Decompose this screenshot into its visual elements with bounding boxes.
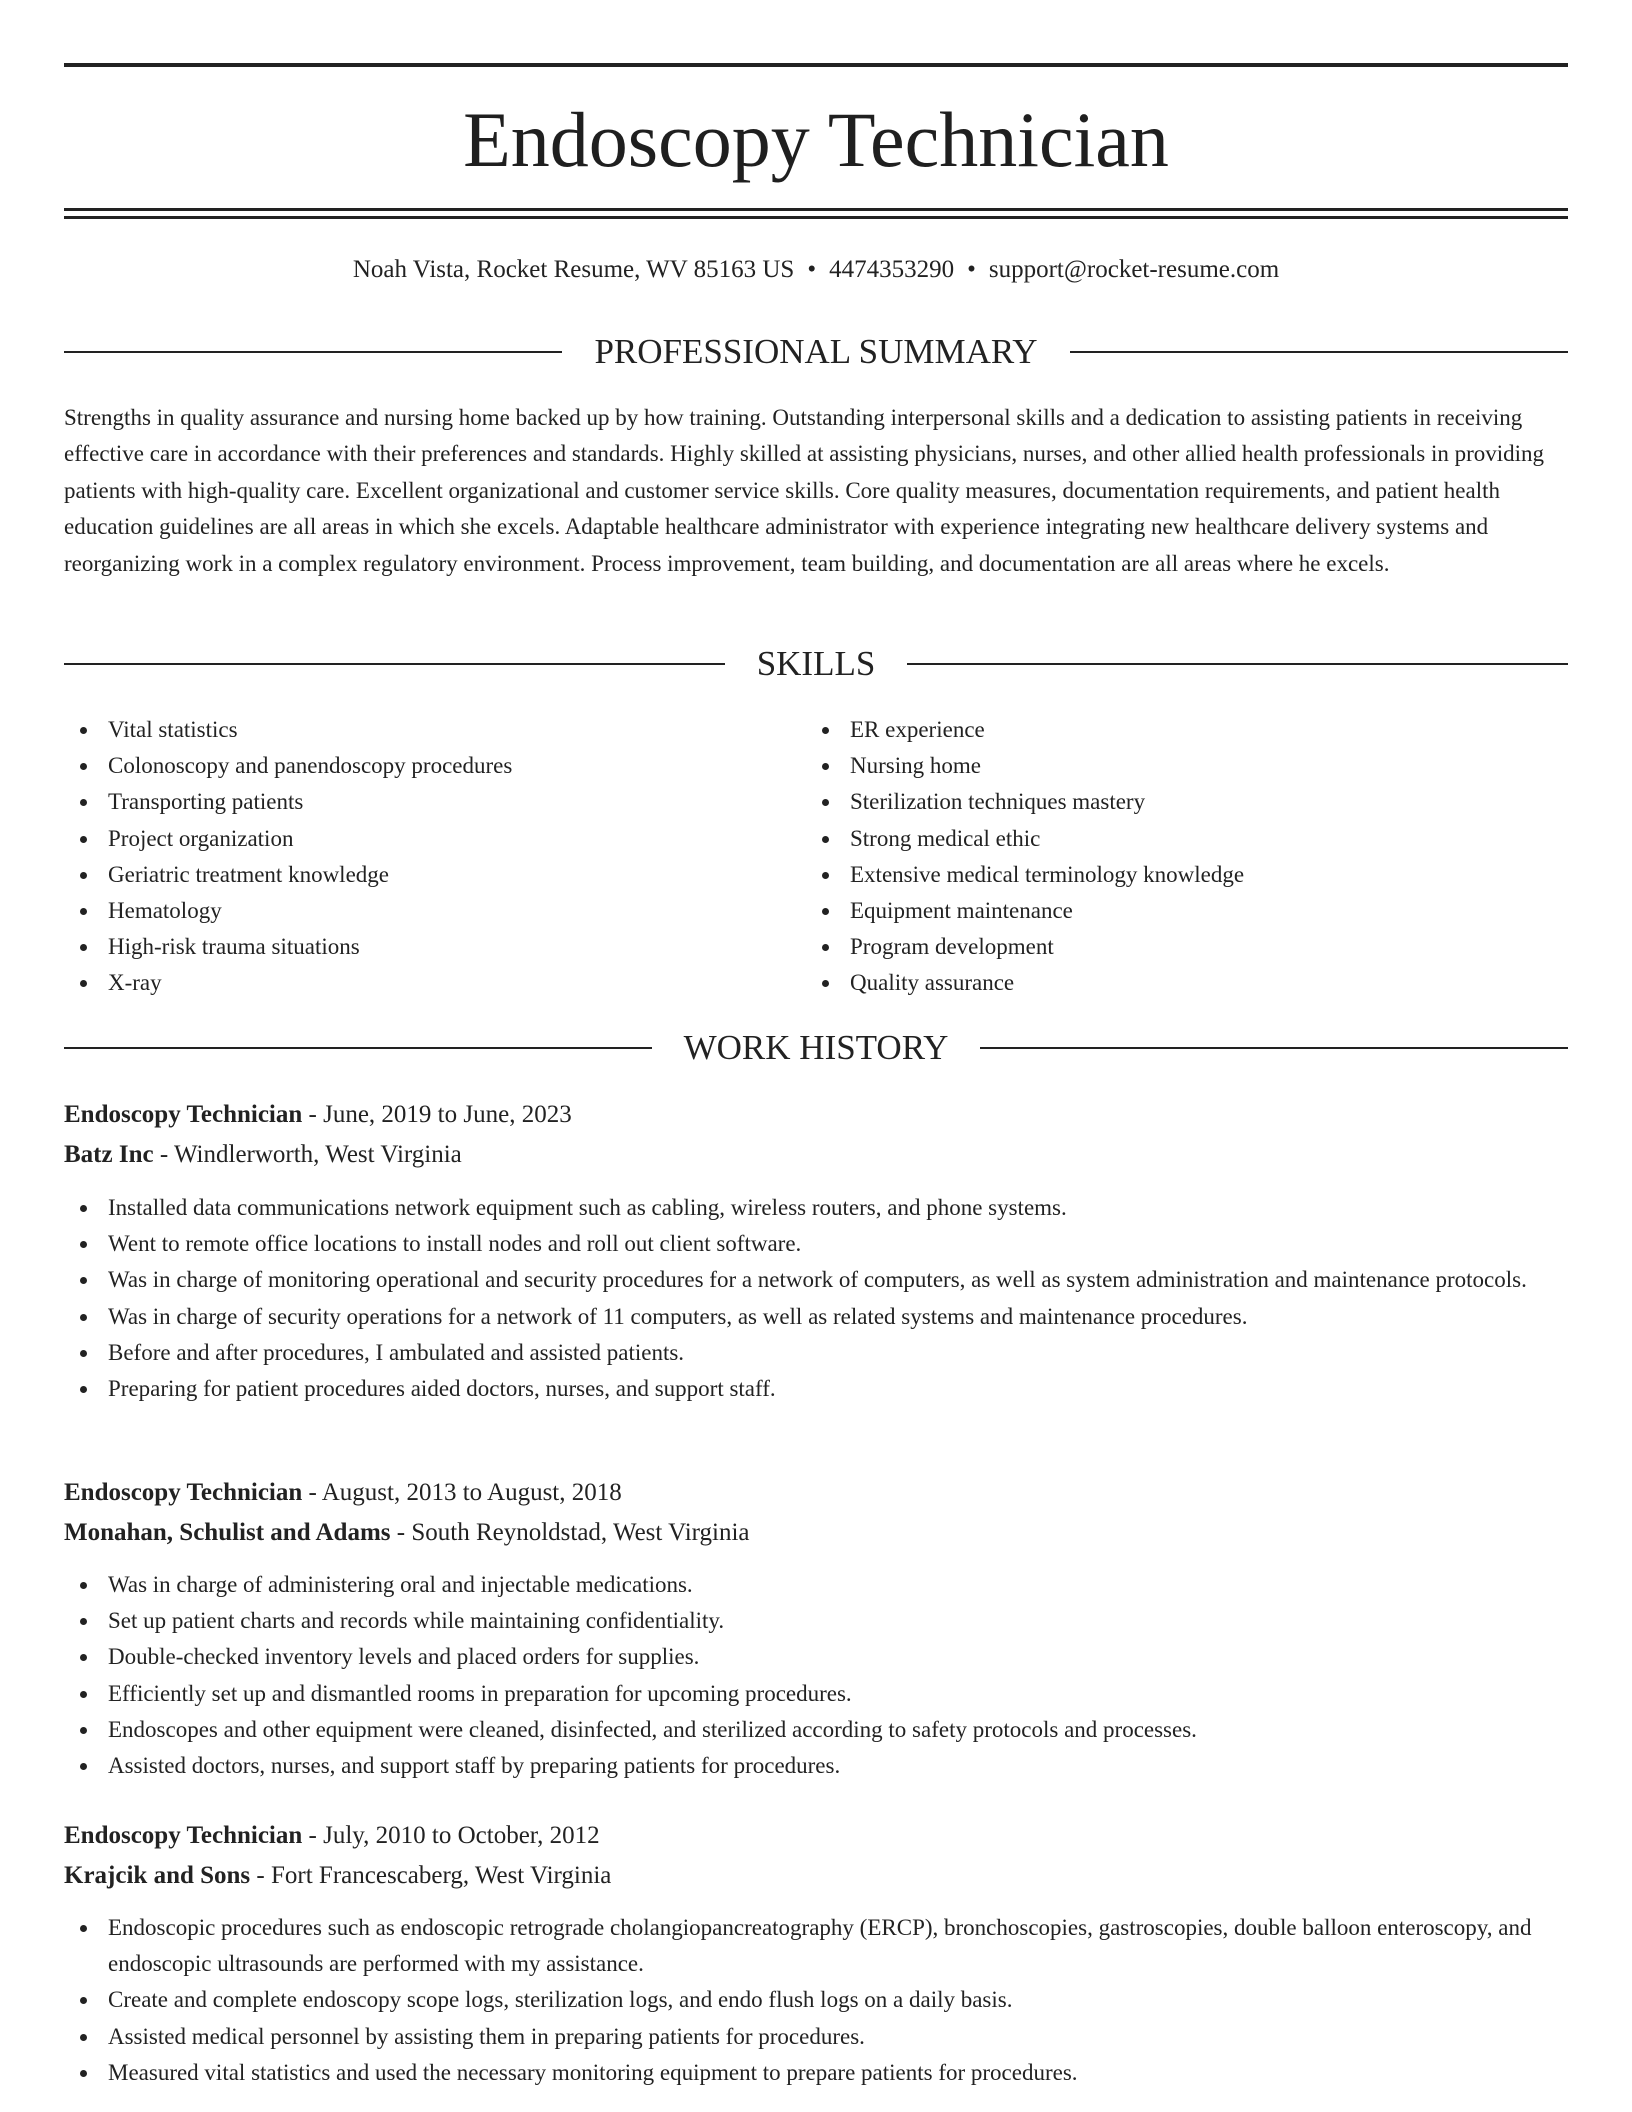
job-company-line — [64, 1136, 1568, 1174]
section-heading-summary — [64, 327, 1568, 377]
skill-item: High-risk trauma situations — [64, 929, 804, 965]
job-title: Endoscopy Technician — [64, 1479, 303, 1506]
job-bullet: Endoscopic procedures such as endoscopic retrograde cholangiopancreatography (ERCP), bronchoscopies, gastroscopies, double balloon enteroscopy, and endoscopic ultrasounds are performed with my assistance. — [64, 1910, 1568, 1982]
job-location: - Fort Francescaberg, West Virginia — [250, 1862, 612, 1889]
skills-list-left — [64, 712, 804, 1002]
skill-item: Extensive medical terminology knowledge — [806, 857, 1568, 893]
section-heading-skills — [64, 639, 1568, 689]
skill-item: ER experience — [806, 712, 1568, 748]
section-heading-label: WORK HISTORY — [683, 1028, 949, 1067]
skill-item: Project organization — [64, 821, 804, 857]
job-bullet: Assisted medical personnel by assisting them in preparing patients for procedures. — [64, 2019, 1568, 2055]
skill-item: Colonoscopy and panendoscopy procedures — [64, 748, 804, 784]
contact-phone: 4474353290 — [829, 256, 955, 283]
job-location: - South Reynoldstad, West Virginia — [390, 1519, 750, 1546]
contact-address: Noah Vista, Rocket Resume, WV 85163 US — [352, 256, 795, 283]
job-title: Endoscopy Technician — [64, 1101, 303, 1128]
section-heading-work-history — [64, 1023, 1568, 1073]
job-dates: - August, 2013 to August, 2018 — [302, 1479, 622, 1506]
skill-item: Hematology — [64, 893, 804, 929]
job-bullet: Create and complete endoscopy scope logs, sterilization logs, and endo flush logs on a daily basis. — [64, 1982, 1568, 2018]
job-location: - Windlerworth, West Virginia — [153, 1141, 462, 1168]
section-heading-label: PROFESSIONAL SUMMARY — [594, 332, 1038, 371]
skill-item: Strong medical ethic — [806, 821, 1568, 857]
job-bullet: Went to remote office locations to install nodes and roll out client software. — [64, 1226, 1568, 1262]
skill-item: Transporting patients — [64, 784, 804, 820]
skill-item: Program development — [806, 929, 1568, 965]
job-bullet-list — [64, 1910, 1568, 2091]
job-bullet: Was in charge of administering oral and injectable medications. — [64, 1567, 1568, 1603]
job-title: Endoscopy Technician — [64, 1822, 303, 1849]
header-double-rule-upper — [64, 208, 1568, 211]
job-bullet: Before and after procedures, I ambulated and assisted patients. — [64, 1335, 1568, 1371]
skill-item: Vital statistics — [64, 712, 804, 748]
contact-separator: • — [967, 256, 976, 283]
skill-item: Nursing home — [806, 748, 1568, 784]
skill-item: Sterilization techniques mastery — [806, 784, 1568, 820]
job-bullet: Was in charge of security operations for a network of 11 computers, as well as related systems and maintenance procedures. — [64, 1299, 1568, 1335]
section-heading-label: SKILLS — [756, 644, 876, 683]
page-title: Endoscopy Technician — [463, 96, 1169, 183]
job-bullet-list — [64, 1567, 1568, 1784]
heading-rule-right — [980, 1047, 1568, 1049]
skill-item: Equipment maintenance — [806, 893, 1568, 929]
contact-email: support@rocket-resume.com — [988, 256, 1280, 283]
header-double-rule-lower — [64, 216, 1568, 219]
job-dates: - June, 2019 to June, 2023 — [302, 1101, 572, 1128]
job-company-line — [64, 1857, 1568, 1895]
job-bullet-list — [64, 1190, 1568, 1407]
heading-rule-left — [64, 663, 725, 665]
job-bullet: Set up patient charts and records while maintaining confidentiality. — [64, 1603, 1568, 1639]
job-bullet: Assisted doctors, nurses, and support staff by preparing patients for procedures. — [64, 1748, 1568, 1784]
job-bullet: Double-checked inventory levels and placed orders for supplies. — [64, 1639, 1568, 1675]
job-dates: - July, 2010 to October, 2012 — [302, 1822, 600, 1849]
skill-item: X-ray — [64, 965, 804, 1001]
contact-line — [64, 252, 1568, 288]
heading-rule-left — [64, 1047, 652, 1049]
skill-item: Geriatric treatment knowledge — [64, 857, 804, 893]
job-company: Monahan, Schulist and Adams — [64, 1519, 391, 1546]
job-company-line — [64, 1514, 1568, 1552]
job-bullet: Was in charge of monitoring operational and security procedures for a network of computers, as well as system administration and maintenance protocols. — [64, 1262, 1568, 1298]
heading-rule-right — [907, 663, 1568, 665]
heading-rule-right — [1070, 351, 1568, 353]
job-bullet: Preparing for patient procedures aided doctors, nurses, and support staff. — [64, 1371, 1568, 1407]
skill-item: Quality assurance — [806, 965, 1568, 1001]
job-bullet: Installed data communications network equipment such as cabling, wireless routers, and phone systems. — [64, 1190, 1568, 1226]
job-title-line — [64, 1817, 1568, 1855]
contact-separator: • — [807, 256, 817, 283]
job-bullet: Measured vital statistics and used the necessary monitoring equipment to prepare patients for procedures. — [64, 2055, 1568, 2091]
job-title-line — [64, 1474, 1568, 1512]
heading-rule-left — [64, 351, 562, 353]
job-bullet: Efficiently set up and dismantled rooms in preparation for upcoming procedures. — [64, 1676, 1568, 1712]
skills-list-right — [806, 712, 1568, 1002]
job-company: Krajcik and Sons — [64, 1862, 251, 1889]
job-bullet: Endoscopes and other equipment were cleaned, disinfected, and sterilized according to safety protocols and processes. — [64, 1712, 1568, 1748]
summary-paragraph: Strengths in quality assurance and nursing home backed up by how training. Outstanding interpersonal skills and a dedication to assisting patients in receiving effective care in accordance with their preferences and standards. Highly skilled at assisting physicians, nurses, and other allied health professionals in providing patients with high-quality care. Excellent organizational and customer service skills. Core quality measures, documentation requirements, and patient health education guidelines are all areas in which she excels. Adaptable healthcare administrator with experience integrating new healthcare delivery systems and reorganizing work in a complex regulatory environment. Process improvement, team building, and documentation are all areas where he excels. — [64, 405, 1545, 576]
job-company: Batz Inc — [64, 1141, 154, 1168]
header-top-rule — [64, 63, 1568, 67]
job-title-line — [64, 1096, 1568, 1134]
